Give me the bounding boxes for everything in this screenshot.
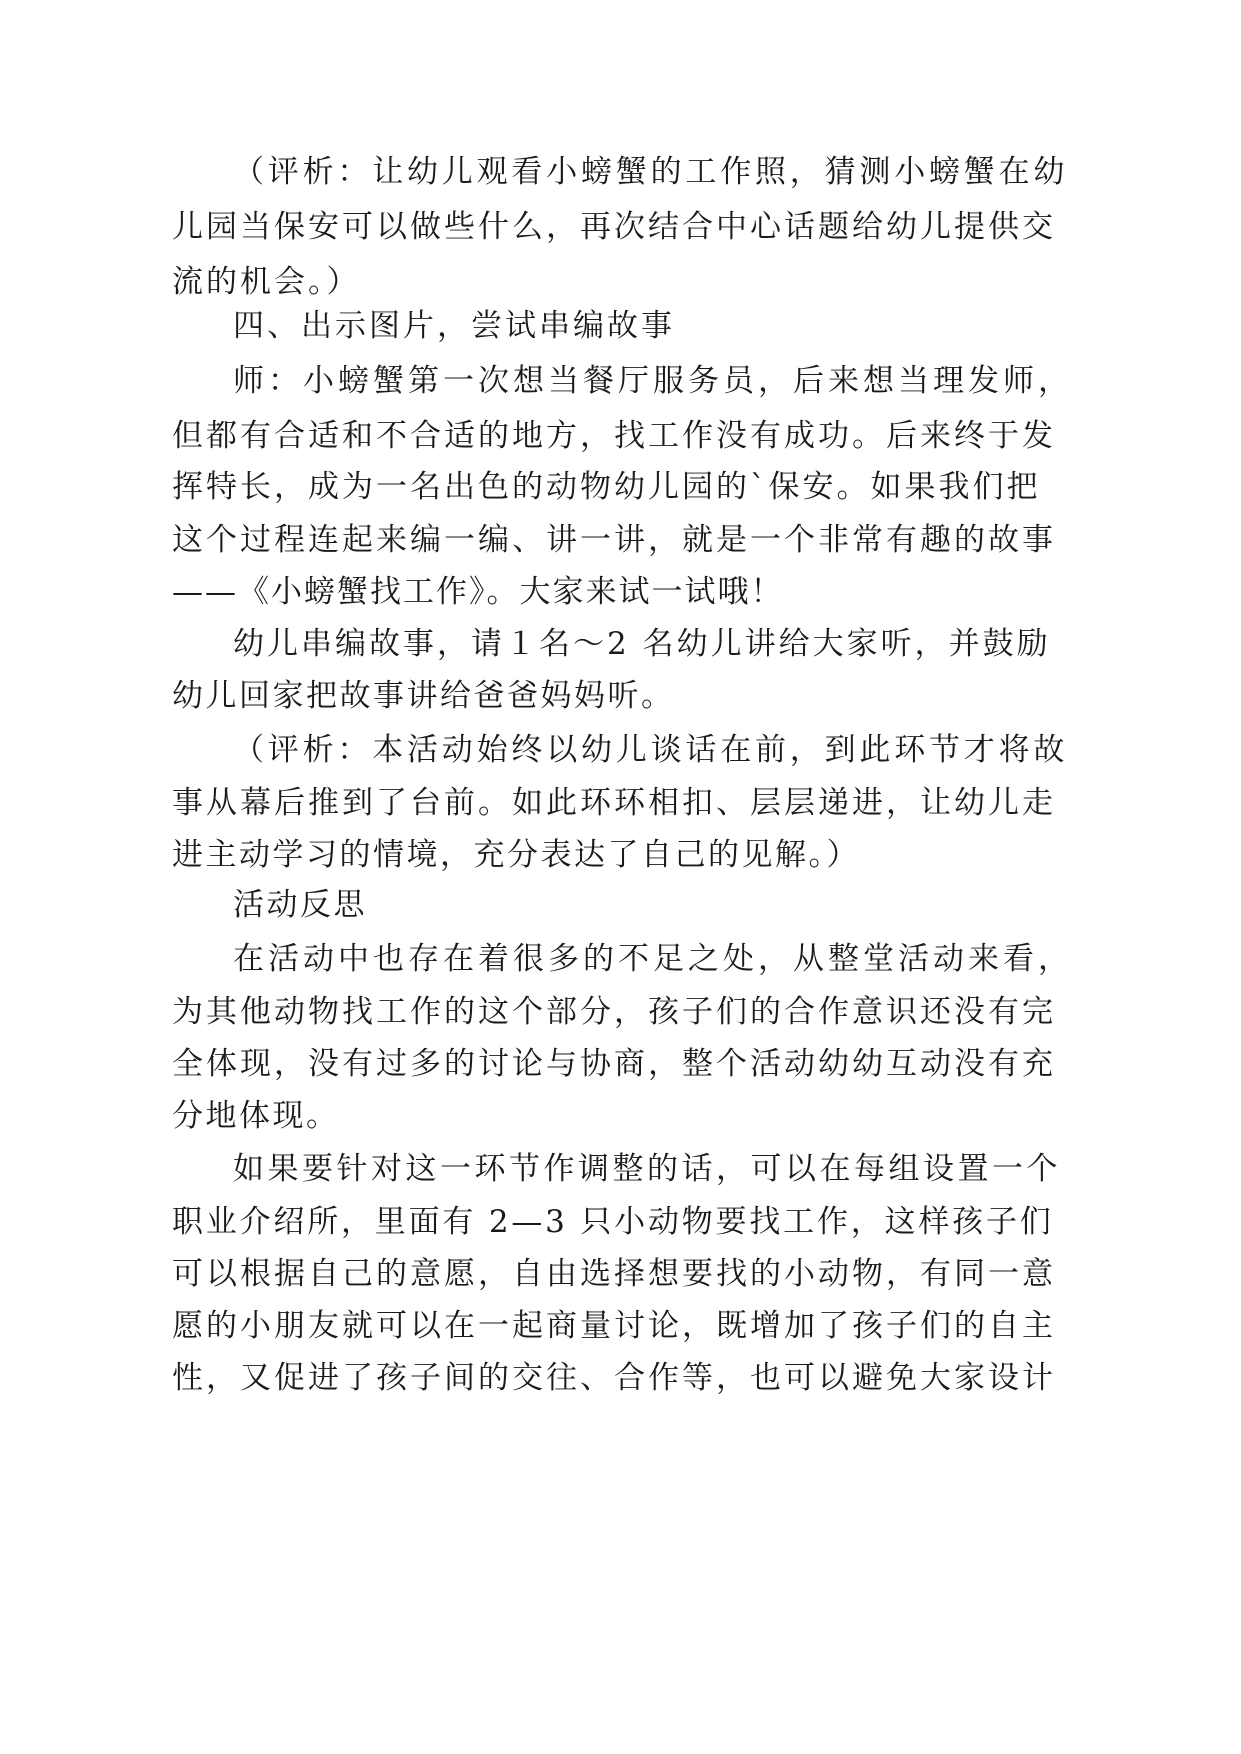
- text-line: （评析：让幼儿观看小螃蟹的工作照，猜测小螃蟹在幼: [233, 154, 1069, 190]
- text-line: （评析：本活动始终以幼儿谈话在前，到此环节才将故: [233, 732, 1069, 768]
- text-line: 儿园当保安可以做些什么，再次结合中心话题给幼儿提供交: [172, 209, 1056, 245]
- text-line: 幼儿回家把故事讲给爸爸妈妈听。: [172, 678, 675, 714]
- text-line: 这个过程连起来编一编、讲一讲，就是一个非常有趣的故事: [172, 522, 1056, 558]
- text-line: ——《小螃蟹找工作》。大家来试一试哦！: [172, 574, 784, 610]
- text-line: 愿的小朋友就可以在一起商量讨论，既增加了孩子们的自主: [172, 1308, 1056, 1344]
- section-heading: 活动反思: [233, 887, 367, 923]
- text-line: 可以根据自己的意愿，自由选择想要找的小动物，有同一意: [172, 1256, 1056, 1292]
- text-line: 在活动中也存在着很多的不足之处，从整堂活动来看，: [233, 941, 1073, 977]
- text-line: 流的机会。）: [172, 264, 361, 300]
- text-line: 全体现，没有过多的讨论与协商，整个活动幼幼互动没有充: [172, 1046, 1056, 1082]
- text-line: 幼儿串编故事，请１名～2 名幼儿讲给大家听，并鼓励: [233, 626, 1051, 662]
- text-line: 职业介绍所，里面有 2—3 只小动物要找工作，这样孩子们: [172, 1204, 1054, 1240]
- text-line: 师：小螃蟹第一次想当餐厅服务员，后来想当理发师，: [233, 363, 1073, 399]
- text-line: 性，又促进了孩子间的交往、合作等，也可以避免大家设计: [172, 1360, 1056, 1396]
- text-line: 如果要针对这一环节作调整的话，可以在每组设置一个: [233, 1151, 1061, 1187]
- text-line: 为其他动物找工作的这个部分，孩子们的合作意识还没有完: [172, 994, 1056, 1030]
- text-line: 挥特长，成为一名出色的动物幼儿园的`保安。如果我们把: [172, 469, 1041, 505]
- text-line: 分地体现。: [172, 1098, 340, 1134]
- text-line: 事从幕后推到了台前。如此环环相扣、层层递进，让幼儿走: [172, 785, 1056, 821]
- text-line: 进主动学习的情境，充分表达了自己的见解。）: [172, 837, 860, 873]
- section-heading: 四、出示图片，尝试串编故事: [233, 308, 675, 344]
- text-line: 但都有合适和不合适的地方，找工作没有成功。后来终于发: [172, 418, 1056, 454]
